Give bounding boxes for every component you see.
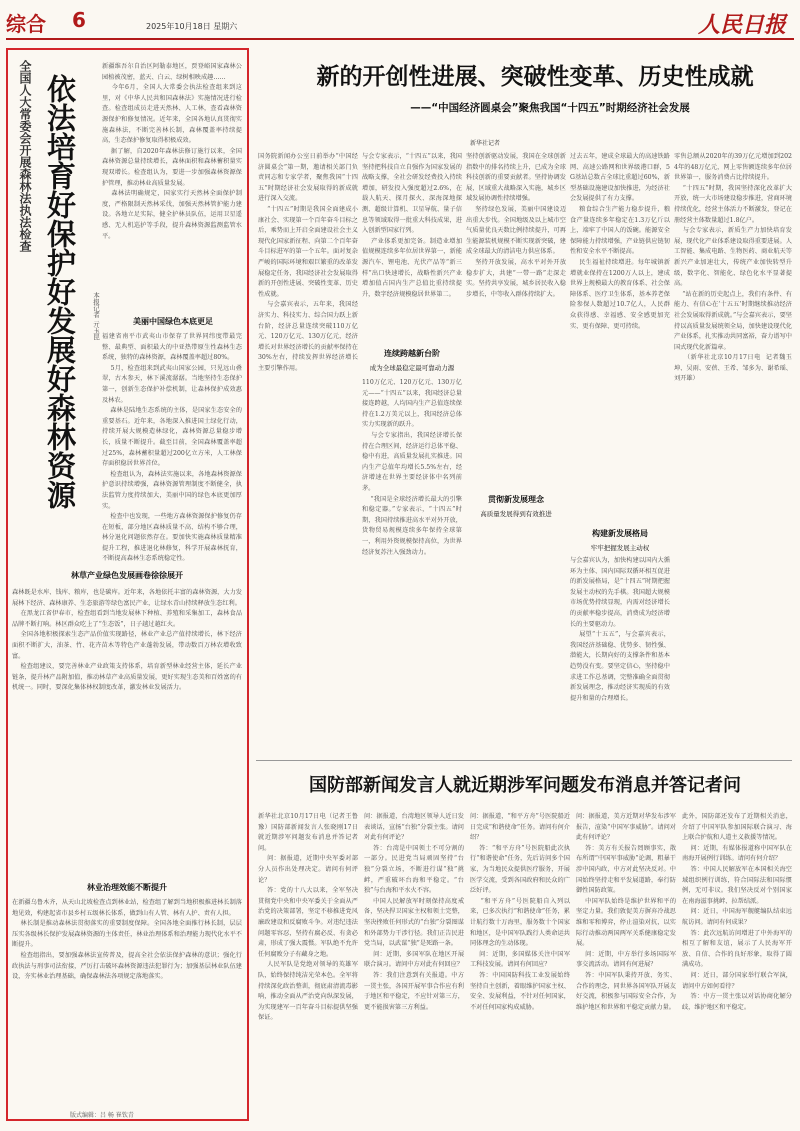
main-column-4: 过去五年，建成全球最大的高速铁路网、高速公路网和世界级港口群，5G基站总数占全球比重超过60%，新型基础设施建设加快推进，为经济社会发展提供了有力支撑。 粮食综合生产能力稳步提升，粮食产量连续多年稳定在1.3万亿斤以上，端牢了中国人的饭碗。能源安全保障能力持续增强，产业链供应链韧性和安全水平不断提高。 民生福祉持续增进。每年城镇新增就业保持在1200万人以上，建成世界上规模最大的教育体系、社会保障体系、医疗卫生体系，基本养老保险参保人数超过10.7亿人，人民群众获得感、幸福感、安全感更加充实、更有保障、更可持续。 — [570, 153, 671, 330]
subhead-governance: 林业治理效能不断提升 — [87, 883, 167, 892]
divider — [256, 760, 792, 761]
subhead-beautiful-china: 美丽中国绿色本底更足 — [133, 317, 213, 326]
main-column-4b: 与会嘉宾认为，加快构建以国内大循环为主体、国内国际双循环相互促进的新发展格局，是“十四五”时期把握发展主动权的先手棋。我国超大规模市场优势持续显现，内需对经济增长的贡献率稳步提高，消费成为经济增长的主要驱动力。 展望“十五五”，与会嘉宾表示，我国经济基础稳、优势多、韧性强、潜能大，长期向好的支撑条件和基本趋势没有变。要坚定信心，坚持稳中求进工作总基调，完整准确全面贯彻新发展理念，推动经济实现质的有效提升和量的合理增长。 — [570, 557, 670, 702]
subhead-new-pattern-sub: 牢牢把握发展主动权 — [590, 544, 650, 552]
issue-date: 2025年10月18日 星期六 — [146, 22, 238, 31]
section-body-3: 在新疆乌鲁木齐，从天山北坡检查点到林业站，检查组了解到当地积极推进林长制落地见效，构建起省市县乡村五级林长体系，做到山有人管、林有人护、责有人担。 林长制是推动森林法贯彻落实的重要制度保障。全国各地全面推行林长制，层层压实各级林长保护发展森林资源的主体责任，林业治理体系和治理能力现代化水平不断提升。 检查组指出，要加强森林法宣传普及，提高全社会依法保护森林的意识；强化行政执法与刑事司法衔接，严厉打击破坏森林资源违法犯罪行为；加强基层林业队伍建设，夯实林业治理基础，确保森林法各项规定落地落实。 — [12, 899, 242, 981]
bottom-column-2: 问：据报道，台湾地区领导人近日发表谈话，宣扬“台独”分裂主张。请问对此有何评论？ 答：台湾是中国领土不可分割的一部分。民进党当局顽固坚持“台独”分裂立场，不断进行谋“独”挑衅，严重破坏台海和平稳定。“台独”与台海和平水火不容。 中国人民解放军时刻保持高度戒备，坚决捍卫国家主权和领土完整，坚决挫败任何形式的“台独”分裂图谋和外部势力干涉行径。我们正告民进党当局，以武谋“独”是死路一条。 问：近期，多国军队在地区开展联合演习。请问中方对此有何回应？ 答：我们注意到有关报道。中方一贯主张，各国开展军事合作应有利于地区和平稳定，不应针对第三方，更不能损害第三方利益。 — [364, 813, 465, 1011]
subhead-new-heights-sub: 成为全球最稳定最可靠动力源 — [369, 364, 455, 372]
bottom-column-1: 新华社北京10月17日电（记者王鲁豫）国防部新闻发言人张晓刚17日就近期涉军问题发布消息并答记者问。 问：据报道，近期中央军委对部分人员作出处理决定。请问有何评论？ 答：党的十八大以来，全军坚决贯彻党中央和中央军委关于全面从严治党的决策部署，坚定不移推进党风廉政建设和反腐败斗争。对违纪违法问题零容忍，坚持有腐必反、有贪必肃，形成了强大震慑。军队绝不允许任何腐败分子有藏身之地。 人民军队是党绝对领导的英雄军队，始终保持纯洁光荣本色。全军将持续深化政治整训，彻底肃清流毒影响，推动全面从严治党向纵深发展，为实现建军一百年奋斗目标提供坚强保证。 — [258, 813, 359, 1022]
page-editor-credit: 版式编辑：吕 畅 崔钦青 — [70, 1112, 134, 1119]
main-column-1: 国务院新闻办公室日前举办“中国经济圆桌会”第一期，邀请相关部门负责同志和专家学者，聚焦我国“十四五”时期经济社会发展取得的新成就进行深入交流。 “十四五”时期是我国全面建成小康社会、实现第一个百年奋斗目标之后，乘势而上开启全面建设社会主义现代化国家新征程、向第二个百年奋斗目标进军的第一个五年。面对复杂严峻的国际环境和艰巨繁重的改革发展稳定任务，我国经济社会发展取得新的开创性进展、突破性变革、历史性成就。 与会嘉宾表示，五年来，我国经济实力、科技实力、综合国力跃上新台阶，经济总量连续突破110万亿元、120万亿元、130万亿元，经济增长对世界经济增长的贡献率保持在30%左右，持续发挥世界经济增长主要引擎作用。 — [258, 153, 359, 372]
bottom-column-4: 问：据报道，美方近期对华发布涉军报告，渲染“中国军事威胁”。请问对此有何评论？ 答：美方有关报告罔顾事实，散布所谓“中国军事威胁”论调，粗暴干涉中国内政，中方对此坚决反对。中国始终坚持走和平发展道路，奉行防御性国防政策。 中国军队始终是维护世界和平的坚定力量。我们敦促美方摒弃冷战思维和零和博弈，停止渲染对抗，以实际行动推动两国两军关系健康稳定发展。 问：近期，中方举行多场国际军事交流活动。请问有何进展？ 答：中国军队秉持开放、务实、合作的理念，同世界各国军队开展友好交流，积极参与国际安全合作，为维护地区和世界和平稳定贡献力量。 — [576, 813, 677, 1011]
main-column-3a: 坚持创新驱动发展，我国在全球创新指数中的排名持续上升，已成为全球科技创新的重要贡献者。坚持协调发展，区域重大战略深入实施，城乡区域发展协调性持续增强。 坚持绿色发展，美丽中国建设迈出重大步伐。全国地级及以上城市空气质量优良天数比例持续提升，可再生能源装机规模不断实现新突破，建成全球最大的清洁电力供应体系。 坚持开放发展，高水平对外开放稳步扩大，共建“一带一路”走深走实。坚持共享发展，城乡居民收入稳步增长，中等收入群体持续扩大。 — [466, 153, 567, 298]
section-body-1a: 福建省南平市武夷山市保存了世界同纬度带最完整、最典型、面积最大的中亚热带原生性森林生态系统，独特的森林资源，森林覆盖率超过80%。 5月，检查组来到武夷山国家公园，只见远山叠翠，古木参天，林下溪流潺潺。当地坚持生态保护第一，创新生态保护补偿机制，让森林保护成效惠及林农。 森林是陆地生态系统的主体，是国家生态安全的重要基石。近年来，各地深入推进国土绿化行动，持续开展大规模造林绿化，森林资源总量稳步增长，质量不断提升。截至目前，全国森林覆盖率超过25%，森林蓄积量超过200亿立方米，人工林保存面积稳居世界首位。 检查组认为，森林法实施以来，各地森林资源保护意识持续增强，森林资源管理制度不断健全，执法监管力度持续加大，美丽中国的绿色本底更加厚实。 检查中也发现，一些地方森林资源保护修复仍存在短板，部分地区森林质量不高、结构不够合理，林分退化问题依然存在。要加快实施森林质量精准提升工程，推进退化林修复，科学开展森林抚育，不断提高森林生态系统稳定性。 — [102, 333, 242, 563]
main-column-5: 零售总额从2020年的39万亿元增加到2024年的48万亿元，网上零售额连续多年位居世界第一，服务消费占比持续提升。 “十四五”时期，我国坚持深化改革扩大开放，统一大市场建设稳步推进，营商环境持续优化，经营主体活力不断激发，登记在册经营主体数量超过1.8亿户。 与会专家表示，新质生产力加快培育发展，现代化产业体系建设取得重要进展。人工智能、集成电路、生物医药、商业航天等新兴产业加速壮大，传统产业加快转型升级，数字化、智能化、绿色化水平显著提高。 “站在新的历史起点上，我们有条件、有能力、有信心在‘十五五’时期继续推动经济社会发展取得新成就。”与会嘉宾表示，要坚持以高质量发展统领全局，加快建设现代化产业体系，扎实推动共同富裕，奋力谱写中国式现代化新篇章。 （新华社北京10月17日电 记者魏玉坤、吴雨、安蓓、王希、邹多为、谢希瑶、刘开雄） — [674, 153, 792, 383]
article-intro: 新疆维吾尔自治区阿勒泰地区，贾登峪国家森林公园植被茂密，蓝天、白云、绿树相映成趣…… 今年6月，全国人大常委会执法检查组来到这里，对《中华人民共和国森林法》实施情况进行检查。检查组成员走进天然林、人工林，查看森林资源保护和修复情况。近年来，全国各地认真贯彻实施森林法，不断完善林长制，森林覆盖率持续提高，生态保护修复取得积极成效。 据了解，自2020年森林法修订施行以来，全国森林资源总量持续增长，森林面积和森林蓄积量实现双增长。检查组认为，要进一步加强森林资源保护管理，推动林业高质量发展。 森林法明确规定，国家实行天然林全面保护制度，严格限制天然林采伐，加强天然林管护能力建设。各地立足实际，健全护林员队伍，运用卫星遥感、无人机巡护等手段，提升森林资源监测监管水平。 — [102, 63, 242, 240]
main-headline: 新的开创性进展、突破性变革、历史性成就 — [316, 64, 754, 90]
subhead-forestry-industry: 林草产业绿色发展画卷徐徐展开 — [71, 571, 183, 580]
subhead-new-heights: 连续跨越新台阶 — [384, 349, 440, 358]
section-name: 综合 — [6, 12, 46, 36]
main-reporter: 新华社记者 — [470, 140, 501, 147]
section-body-2: 森林既是水库、钱库、粮库，也是碳库。近年来，各地依托丰富的森林资源，大力发展林下经济、森林康养、生态旅游等绿色富民产业，让绿水青山持续释放生态红利。 在黑龙江省伊春市，检查组看到当地发展林下种植、养殖和采集加工，森林食品品牌不断打响。林区群众吃上了“生态饭”，日子越过越红火。 全国各地积极探索生态产品价值实现路径，林业产业总产值持续增长，林下经济面积不断扩大，油茶、竹、花卉苗木等特色产业蓬勃发展，带动数百万林农增收致富。 检查组建议，要完善林业产业政策支持体系，培育新型林业经营主体，延长产业链条，提升林产品附加值，推动林草产业高质量发展，更好实现生态美和百姓富的有机统一。同时，要深化集体林权制度改革，激发林业发展活力。 — [12, 589, 242, 692]
main-column-2b: 110万亿元、120万亿元、130万亿元——“十四五”以来，我国经济总量接连跨越，人均国内生产总值连续保持在1.2万美元以上，我国经济总体实力实现新的跃升。 与会专家指出，我国经济增长保持在合理区间，经济运行总体平稳、稳中有进，高质量发展扎实推进。国内生产总值年均增长5.5%左右，经济增速在世界主要经济体中名列前茅。 “我国是全球经济增长最大的引擎和稳定器。”专家表示，“十四五”时期，我国持续推进高水平对外开放，货物贸易规模连续多年保持全球第一，利用外资规模保持高位，为世界经济复苏注入强劲动力。 — [362, 379, 463, 556]
page-header — [6, 8, 794, 40]
newspaper-logo: 人民日报 — [697, 12, 786, 38]
main-column-3b — [466, 522, 566, 742]
subhead-new-concept-sub: 高质量发展得到有效推进 — [480, 510, 552, 518]
bottom-headline: 国防部新闻发言人就近期涉军问题发布消息并答记者问 — [309, 775, 741, 796]
main-column-2a: 与会专家表示，“十四五”以来，我国坚持把科技自立自强作为国家发展的战略支撑，全社会研发经费投入持续增加，研发投入强度超过2.6%，在载人航天、探月探火、深海深地探测、超级计算机、卫星导航、量子信息等领域取得一批重大科技成果，进入创新型国家行列。 产业体系更加完备。制造业增加值规模连续多年位居世界第一，新能源汽车、锂电池、光伏产品等“新三样”出口快速增长，战略性新兴产业增加值占国内生产总值比重持续提升，数字经济规模稳居世界第二。 — [362, 153, 463, 298]
article-title: 依法培育好保护好发展好森林资源 — [43, 74, 77, 509]
bottom-column-5: 此外，国防部还发布了近期相关消息，介绍了中国军队参加国际联合演习、海上联合护航和人道主义救援等情况。 问：近期，有媒体报道称中国军队在南海开展例行训练。请问有何介绍？ 答：中国人民解放军在本国相关海空域组织例行训练，符合国际法和国际惯例，无可非议。我们坚决反对个别国家在南海滋事挑衅、拉帮结派。 问：近日，中国海军舰艇编队结束远航访问。请问有何成果？ 答：此次远航访问增进了中外海军的相互了解和友谊，展示了人民海军开放、自信、合作的良好形象，取得了圆满成功。 问：近日，部分国家举行联合军演，请问中方如何看待？ 答：中方一贯主张以对话协商化解分歧，维护地区和平稳定。 — [682, 813, 792, 1011]
page-number: 6 — [72, 8, 86, 32]
bottom-column-3: 问：据报道，“和平方舟”号医院船近日完成“和谐使命”任务。请问有何介绍？ 答：“和平方舟”号医院船此次执行“和谐使命”任务，先后访问多个国家，为当地民众提供医疗服务，开展医学交流，受到各国政府和民众的广泛好评。 “和平方舟”号医院船自入列以来，已多次执行“和谐使命”任务，累计航行数十万海里，服务数十个国家和地区，是中国军队践行人类命运共同体理念的生动体现。 问：近期，多国媒体关注中国军工科技发展。请问有何回应？ 答：中国国防科技工业发展始终坚持自主创新，着眼维护国家主权、安全、发展利益，不针对任何国家，不对任何国家构成威胁。 — [470, 813, 571, 1011]
subhead-new-concept: 贯彻新发展理念 — [488, 495, 544, 504]
article-byline: 本报记者 亓玉昆 — [92, 292, 100, 340]
article-kicker: 全国人大常委会开展森林法执法检查 — [18, 60, 32, 252]
main-deck: ——“中国经济圆桌会”聚焦我国“十四五”时期经济社会发展 — [410, 102, 690, 114]
subhead-new-pattern: 构建新发展格局 — [592, 529, 648, 538]
